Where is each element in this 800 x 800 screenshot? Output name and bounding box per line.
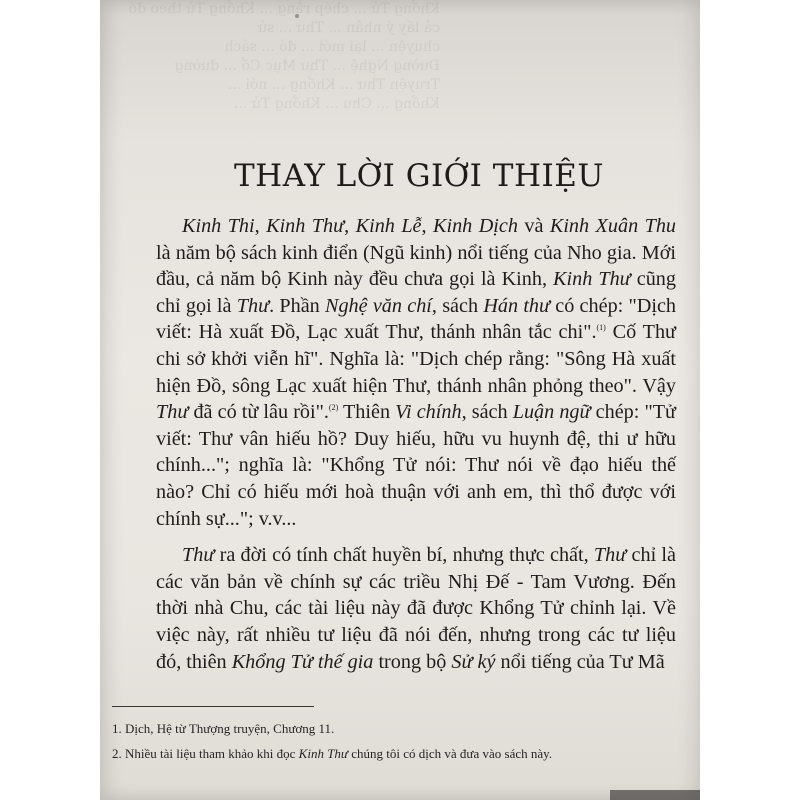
text-run: , sách xyxy=(461,401,513,424)
italic-title: Kinh Thư xyxy=(266,215,345,237)
footnote-divider xyxy=(112,706,314,707)
italic-title: Thư xyxy=(182,544,215,567)
body-text xyxy=(156,213,676,675)
footnote-2 xyxy=(112,741,700,766)
footnote-ref: (2) xyxy=(328,403,339,413)
text-run: 1. Dịch, Hệ từ Thượng truyện, Chương 11. xyxy=(112,721,335,736)
italic-title: Nghệ văn chí xyxy=(325,294,432,317)
text-run: Thiên xyxy=(338,401,396,424)
italic-title: Kinh Thư xyxy=(298,746,349,761)
paragraph-1 xyxy=(156,213,676,532)
italic-title: Kinh Dịch xyxy=(433,215,518,237)
italic-title: Kinh Lễ xyxy=(355,215,422,237)
paragraph-2 xyxy=(156,542,676,675)
italic-title: Kinh Xuân Thu xyxy=(549,215,677,237)
page-title: THAY LỜI GIỚI THIỆU xyxy=(234,158,604,194)
text-run: , sách xyxy=(431,294,484,317)
show-through-text: Khổng Tử ... chép rằng ... Khổng Tử theo đó cả lấy ý nhân ... Thư ... sử chuyện ... lại mới ... đó ... sách Đường Nghệ ... Thư Mục Cổ ... đường Truyện Thư ... Khổng ... nói ... Khổng ... Chu ... Khổng Tử ... xyxy=(128,1,440,112)
text-run: đã có từ lâu rồi". xyxy=(188,401,329,424)
page-edge-shadow xyxy=(610,790,700,800)
text-run: trong bộ xyxy=(373,650,452,673)
text-run: chúng tôi có dịch và đưa vào sách này. xyxy=(348,746,553,761)
text-run: . Phần xyxy=(269,294,325,317)
footnote-ref: (1) xyxy=(596,323,606,333)
italic-title: Luận ngữ xyxy=(512,401,591,424)
page-speck xyxy=(295,14,299,18)
text-run: ra đời có tính chất huyền bí, nhưng thực chất, xyxy=(214,544,594,567)
text-run: là năm bộ sách kinh điển (Ngũ kinh) nổi tiếng của Nho gia. Mới đầu, cả năm bộ Kinh này đều chưa gọi là Kinh, xyxy=(156,241,676,291)
book-page xyxy=(100,0,700,800)
text-run: 2. Nhiều tài liệu tham khảo khi đọc xyxy=(112,746,299,761)
text-run: , xyxy=(254,215,267,237)
italic-title: Kinh Thư xyxy=(553,268,631,291)
italic-title: Vi chính xyxy=(395,401,462,424)
text-run: Cố Thư chi sở khởi viễn hĩ". Nghĩa là: "Dịch chép rằng: "Sông Hà xuất hiện Đồ, sông Lạc xuất hiện Thư, thánh nhân phỏng theo". Vậy xyxy=(156,321,677,397)
italic-title: Khổng Tử thế gia xyxy=(231,650,374,673)
text-run: chỉ là các văn bản về chính sự các triều Nhị Đế - Tam Vương. Đến thời nhà Chu, các tài liệu này đã được Khổng Tử chỉnh lại. Về việc này, rất nhiều tư liệu đã nói đến, nhưng trong các tư liệu đó, thiên xyxy=(156,544,676,673)
text-run: cũng chỉ gọi là xyxy=(156,268,676,317)
italic-title: Thư xyxy=(236,294,270,317)
italic-title: Thư xyxy=(156,401,189,424)
text-run: , xyxy=(344,215,356,237)
text-run: nổi tiếng của Tư Mã xyxy=(495,650,665,673)
italic-title: Thư xyxy=(593,544,627,567)
text-run: và xyxy=(517,215,550,237)
italic-title: Kinh Thi xyxy=(182,215,255,237)
text-run: có chép: "Dịch viết: Hà xuất Đồ, Lạc xuất Thư, thánh nhân tắc chi". xyxy=(156,294,676,344)
footnote-1 xyxy=(112,716,700,741)
text-run: , xyxy=(421,215,433,237)
italic-title: Sử ký xyxy=(451,650,496,673)
text-run: chép: "Tử viết: Thư vân hiếu hồ? Duy hiếu, hữu vu huynh đệ, thi ư hữu chính..."; nghĩa là: "Khổng Tử nói: Thư nói về đạo hiếu thế nào? Chỉ có hiếu mới hoà thuận với anh em, thì thổ được với chính sự..."; v.v... xyxy=(156,401,676,530)
italic-title: Hán thư xyxy=(483,294,551,317)
footnotes xyxy=(112,716,700,766)
